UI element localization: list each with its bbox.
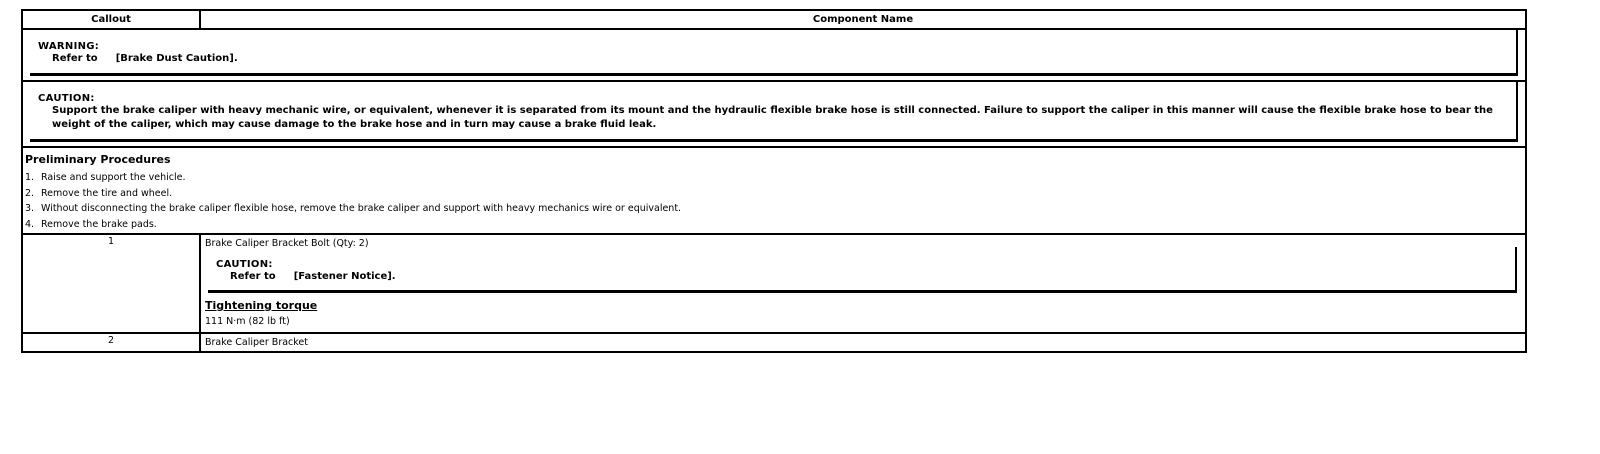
list-item: 4. Remove the brake pads. [25,218,157,230]
procedure-table [21,9,1527,353]
header-callout: Callout [22,10,200,29]
caution-title: CAUTION: [38,93,95,104]
callout-cell: 2 [22,333,200,352]
fastener-caution-title: CAUTION: [216,259,273,270]
preliminary-row [22,147,1526,234]
torque-title: Tightening torque [205,299,318,312]
fastener-reference-link[interactable]: [Fastener Notice]. [293,271,396,282]
warning-refer-to: Refer to [52,53,98,64]
callout-cell: 1 [22,234,200,333]
header-component-name: Component Name [200,10,1526,29]
table-row [22,234,1526,333]
table-header-row [22,10,1526,29]
warning-title: WARNING: [38,41,100,52]
table-row [22,333,1526,352]
list-item: 3. Without disconnecting the brake caliper flexible hose, remove the brake caliper and support with heavy mechanics wire or equivalent. [25,203,682,214]
caution-row [22,81,1526,147]
fastener-refer-to: Refer to [230,271,276,282]
torque-value: 111 N·m (82 lb ft) [205,316,290,327]
list-item: 2. Remove the tire and wheel. [25,187,173,199]
preliminary-title: Preliminary Procedures [25,153,171,166]
list-item: 1. Raise and support the vehicle. [25,172,186,183]
warning-reference-link[interactable]: [Brake Dust Caution]. [115,53,238,64]
caution-notice [30,89,1518,142]
warning-notice [30,37,1518,76]
caution-body: Support the brake caliper with heavy mechanic wire, or equivalent, whenever it is separated from its mount and the hydraulic flexible brake hose is still connected. Failure to support the caliper in this manner will cause the flexible brake hose to bear the weight of the caliper, which may cause damage to the brake hose and in turn may cause a brake fluid leak. [52,105,1493,130]
component-name: Brake Caliper Bracket Bolt (Qty: 2) [205,238,369,249]
fastener-caution-notice [208,255,1517,293]
warning-row [22,29,1526,81]
component-name: Brake Caliper Bracket [200,333,1526,352]
